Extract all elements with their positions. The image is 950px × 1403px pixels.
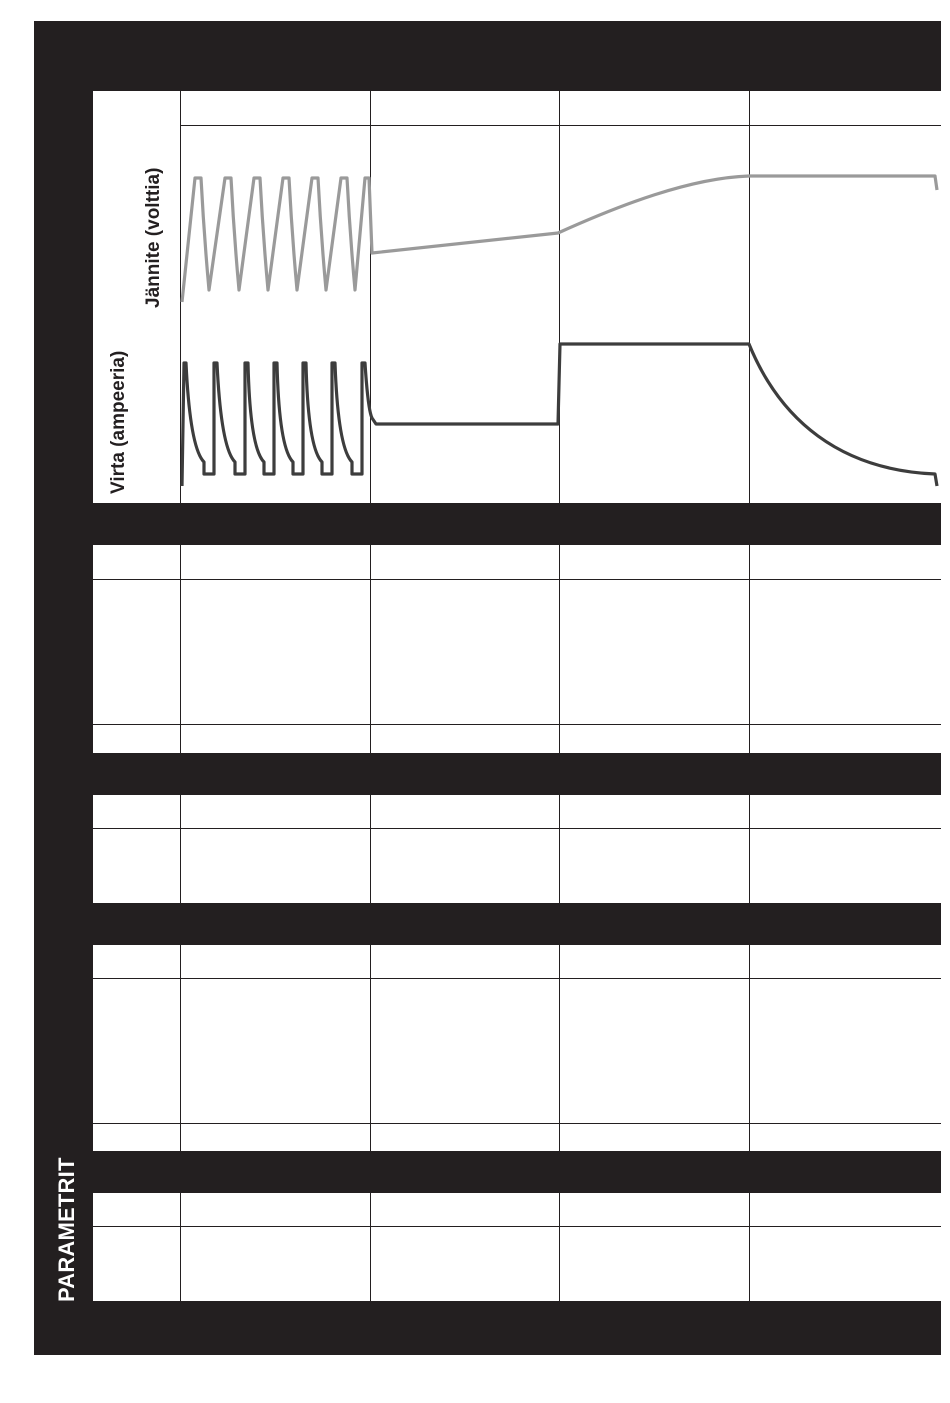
voltage-waveform [182, 176, 937, 302]
current-axis-label: Virta (ampeeria) [108, 350, 129, 494]
current-waveform [182, 344, 937, 486]
voltage-axis-label: Jännite (volttia) [143, 167, 164, 308]
sidebar-title: PARAMETRIT [54, 1157, 79, 1302]
